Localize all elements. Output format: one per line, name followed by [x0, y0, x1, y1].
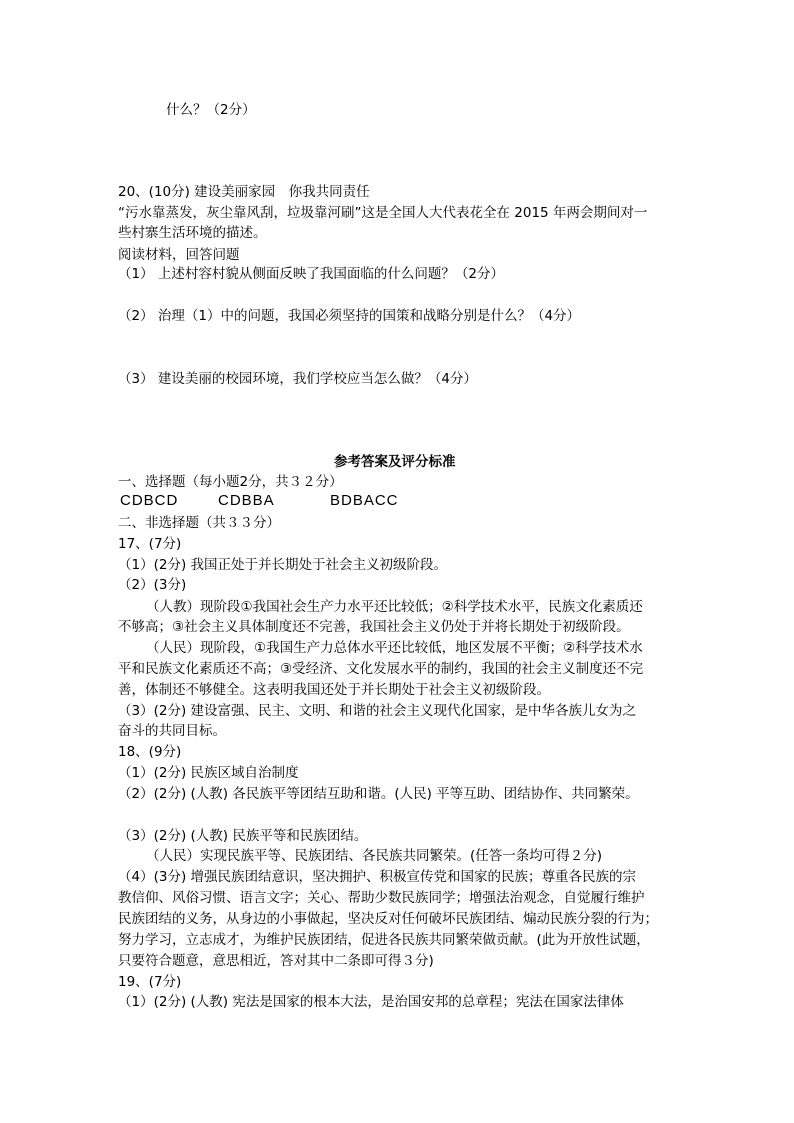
answer-18-part-4: 只要符合题意，意思相近，答对其中二条即可得３分) — [118, 953, 434, 969]
question-20-sub-2: （2） 治理（1）中的问题，我国必须坚持的国策和战略分别是什么？（4分） — [118, 308, 581, 324]
question-20-header: 20、(10分) 建设美丽家园 你我共同责任 — [118, 184, 370, 200]
choice-group: BDBACC — [330, 492, 399, 509]
answer-17-part-2: （2）(3分) — [118, 577, 187, 593]
answer-18-part-1: （1）(2分) 民族区域自治制度 — [118, 765, 299, 781]
question-20-sub-3: （3） 建设美丽的校园环境，我们学校应当怎么做？（4分） — [118, 371, 477, 387]
answer-19-header: 19、(7分) — [118, 974, 182, 990]
answer-17-renjiao: （人教）现阶段①我国社会生产力水平还比较低；②科学技术水平，民族文化素质还 — [146, 599, 643, 615]
answer-18-part-4: 民族团结的义务，从身边的小事做起，坚决反对任何破坏民族团结、煽动民族分裂的行为； — [118, 911, 658, 927]
answer-18-part-2: （2）(2分) (人教) 各民族平等团结互助和谐。(人民) 平等互助、团结协作、共同繁荣。 — [118, 786, 639, 802]
answer-18-header: 18、(9分) — [118, 744, 182, 760]
answer-18-part-3-renmin: （人民）实现民族平等、民族团结、各民族共同繁荣。(任答一条均可得２分) — [146, 848, 603, 864]
answer-17-part-3: （3）(2分) 建设富强、民主、文明、和谐的社会主义现代化国家，是中华各族儿女为之 — [118, 703, 637, 719]
answer-17-renmin: 善，体制还不够健全。这表明我国还处于并长期处于社会主义初级阶段。 — [118, 682, 550, 698]
section-2-heading: 二、非选择题（共３３分） — [118, 515, 280, 531]
answer-17-renmin: （人民）现阶段，①我国生产力总体水平还比较低，地区发展不平衡；②科学技术水 — [146, 640, 643, 656]
answer-17-part-3: 奋斗的共同目标。 — [118, 723, 226, 739]
question-20-instruction: 阅读材料，回答问题 — [118, 247, 240, 263]
answer-17-renjiao: 不够高；③社会主义具体制度还不完善，我国社会主义仍处于并将长期处于初级阶段。 — [118, 619, 630, 635]
question-19-tail: 什么？（2分） — [166, 102, 256, 118]
question-20-quote-line: “污水靠蒸发，灰尘靠风刮，垃圾靠河刷”这是全国人大代表花全在 2015 年两会期间对一 — [118, 205, 648, 221]
choice-group: CDBCD — [120, 492, 179, 509]
section-1-heading: 一、选择题（每小题2分，共３２分） — [118, 474, 343, 490]
choice-group: CDBBA — [218, 492, 275, 509]
answer-18-part-4: （4）(3分) 增强民族团结意识，坚决拥护、积极宣传党和国家的民族；尊重各民族的宗 — [118, 869, 637, 885]
question-20-sub-1: （1） 上述村容村貌从侧面反映了我国面临的什么问题？（2分） — [118, 266, 504, 282]
answer-key-title: 参考答案及评分标准 — [334, 454, 456, 470]
answer-17-renmin: 平和民族文化素质还不高；③受经济、文化发展水平的制约，我国的社会主义制度还不完 — [118, 661, 644, 677]
answer-17-part-1: （1）(2分) 我国正处于并长期处于社会主义初级阶段。 — [118, 557, 448, 573]
answer-18-part-4: 教信仰、风俗习惯、语言文字；关心、帮助少数民族同学；增强法治观念，自觉履行维护 — [118, 890, 645, 906]
answer-17-header: 17、(7分) — [118, 536, 182, 552]
answer-19-part-1: （1）(2分) (人教) 宪法是国家的根本大法，是治国安邦的总章程；宪法在国家法律体 — [118, 994, 624, 1010]
answer-18-part-3: （3）(2分) (人教) 民族平等和民族团结。 — [118, 828, 368, 844]
question-20-quote-line: 些村寨生活环境的描述。 — [118, 225, 267, 241]
answer-18-part-4: 努力学习，立志成才，为维护民族团结，促进各民族共同繁荣做贡献。(此为开放性试题， — [118, 932, 650, 948]
